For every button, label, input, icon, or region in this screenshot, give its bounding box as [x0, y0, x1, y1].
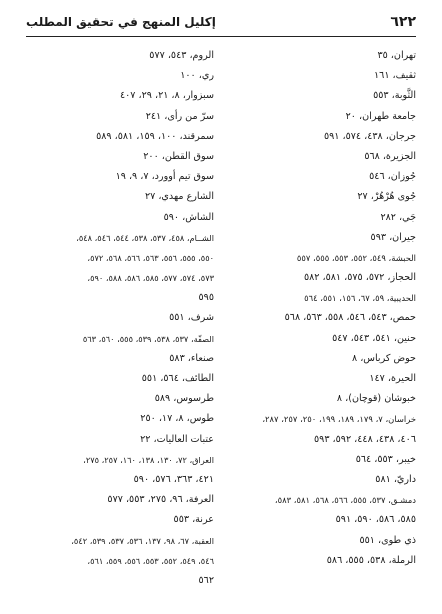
index-entry: الشارع مهدي، ٢٧	[144, 191, 214, 203]
index-entry: الجزيرة، ٥٦٨	[364, 150, 416, 162]
index-entry: طوس، ٨، ١٧، ٢٥٠	[140, 413, 214, 425]
index-entry: ٤٠٦، ٤٣٨، ٤٤٨، ٥٩٢، ٥٩٣	[314, 433, 416, 445]
index-entry: العقبة، ٦٧، ٩٨، ١٣٧، ٥٣٦، ٥٣٧، ٥٣٩، ٥٤٢،	[71, 535, 214, 546]
index-entry: ٥٨٥، ٥٨٦، ٥٩٠، ٥٩١	[335, 514, 416, 526]
index-entry: خراسان، ٧، ١٧٩، ١٨٩، ١٩٩، ٢٥٠، ٢٥٧، ٢٨٧،	[262, 414, 416, 425]
index-entry: عرنة، ٥٥٣	[173, 514, 214, 526]
index-entry: الحجاز، ٥٧٢، ٥٧٥، ٥٨١، ٥٨٢	[303, 272, 416, 284]
running-title: إكليل المنهج في تحقيق المطلب	[26, 15, 216, 29]
index-entry: خيبر، ٥٥٣، ٥٦٤	[355, 453, 416, 465]
index-entry: الشاش، ٥٩٠	[163, 211, 214, 223]
index-entry: الحيرة، ١٤٧	[369, 373, 416, 384]
index-column-left	[19, 46, 214, 591]
index-entry: ٥٥٠، ٥٥٥، ٥٥٦، ٥٦٣، ٥٦٦، ٥٦٨، ٥٧٢،	[87, 252, 214, 263]
index-entry: شرف، ٥٥١	[169, 312, 214, 324]
index-entry: صنعاء، ٥٨٣	[169, 352, 214, 364]
page-header	[26, 8, 416, 37]
index-entry: عتبات العاليات، ٢٢	[140, 433, 214, 445]
index-entry: سرّ من رأى، ٢٤١	[145, 110, 214, 122]
index-entry: جُوزان، ٥٤٦	[369, 171, 416, 183]
index-entry: جَي، ٢٨٢	[380, 211, 416, 223]
index-entry: حوض كرباس، ٨	[351, 352, 416, 364]
index-entry: دمشـق، ٥٣٧، ٥٥٥، ٥٦٦، ٥٦٨، ٥٨١، ٥٨٣،	[274, 495, 416, 506]
index-entry: ٥٦٢	[198, 574, 214, 586]
index-entry: ٥٤٦، ٥٤٩، ٥٥٢، ٥٥٣، ٥٥٦، ٥٥٩، ٥٦١،	[87, 555, 214, 566]
index-entry: الصفّة، ٥٣٧، ٥٣٨، ٥٣٩، ٥٥٥، ٥٦٠، ٥٦٣	[82, 333, 214, 344]
index-entry: حنين، ٥٤١، ٥٤٣، ٥٤٧	[332, 332, 416, 344]
index-entry: ٥٧٣، ٥٧٤، ٥٧٧، ٥٨٥، ٥٨٦، ٥٨٨، ٥٩٠،	[87, 273, 214, 284]
index-entry: العراق، ٧٢، ١٣٠، ١٣٨، ١٦٠، ٢٥٧، ٢٧٥،	[83, 454, 214, 465]
index-entry: حمص، ٥٤٣، ٥٤٦، ٥٥٨، ٥٦٣، ٥٦٨	[284, 312, 416, 324]
index-entry: ٥٩٥	[198, 292, 214, 304]
index-entry: الطائف، ٥٦٤، ٥٥١	[141, 373, 214, 384]
index-entry: جيران، ٥٩٣	[370, 231, 416, 243]
index-entry: سوق تيم أوورد، ٧، ٩، ١٩	[115, 171, 214, 183]
index-entry: سبزوار، ٨، ٢١، ٢٩، ٤٠٧	[119, 90, 214, 102]
index-entry: ري، ١٠٠	[180, 70, 214, 82]
index-entry: الحبشة، ٥٤٩، ٥٥٢، ٥٥٣، ٥٥٥، ٥٥٧	[296, 252, 416, 263]
index-entry: تهران، ٣٥	[377, 50, 416, 61]
index-entry: الثَّوبة، ٥٥٣	[373, 90, 416, 102]
index-entry: ثقيف، ١٦١	[374, 70, 416, 82]
index-entry: طرسوس، ٥٨٩	[154, 393, 214, 405]
index-entry: جرجان، ٤٣٨، ٥٧٤، ٥٩١	[324, 130, 416, 142]
index-entry: الروم، ٥٤٣، ٥٧٧	[149, 50, 214, 61]
index-entry: سوق القطن، ٢٠٠	[143, 150, 214, 162]
index-entry: جُوى هُرْهُرْ، ٢٧	[357, 191, 416, 203]
index-entry: الشــام، ٤٥٨، ٥٣٧، ٥٣٨، ٥٤٤، ٥٤٦، ٥٤٨،	[76, 232, 214, 243]
index-entry: داريّ، ٥٨١	[375, 473, 416, 485]
index-entry: الحديبية، ٥٩، ٦٧، ١٥٦، ٥٥١، ٥٦٤	[304, 293, 416, 304]
page-number: ٦٢٢	[390, 14, 416, 30]
index-entry: ٤٢١، ٣٦٣، ٥٧٦، ٥٩٠	[133, 473, 214, 485]
index-entry: الرملة، ٥٣٨، ٥٥٥، ٥٨٦	[326, 554, 416, 566]
index-entry: خبوشان (قوچان)، ٨	[336, 393, 416, 405]
index-column-right	[216, 46, 416, 571]
index-entry: ذي طوى، ٥٥١	[359, 534, 416, 546]
index-entry: العرفة، ٩٦، ٢٧٥، ٥٥٣، ٥٧٧	[107, 494, 214, 506]
index-entry: جامعة طهران، ٢٠	[345, 110, 416, 122]
index-entry: سمرقند، ١٠٠، ١٥٩، ٥٨١، ٥٨٩	[96, 130, 214, 142]
